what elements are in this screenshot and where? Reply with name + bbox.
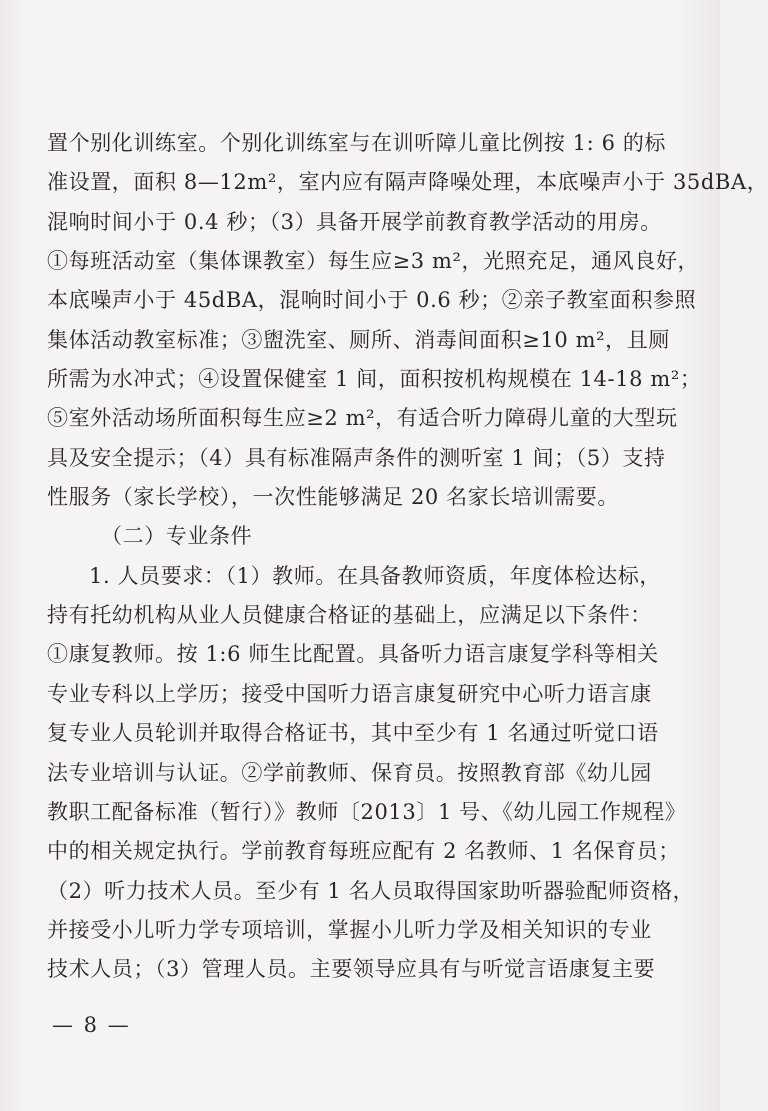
text-line: 准设置，面积 8—12m²，室内应有隔声降噪处理，本底噪声小于 35dBA， xyxy=(47,170,768,195)
text-line: ⑤室外活动场所面积每生应≥2 m²，有适合听力障碍儿童的大型玩 xyxy=(47,406,678,431)
text-line: ①康复教师。按 1:6 师生比配置。具备听力语言康复学科等相关 xyxy=(47,642,659,667)
text-line: 本底噪声小于 45dBA，混响时间小于 0.6 秒；②亲子教室面积参照 xyxy=(47,288,697,313)
text-line: 技术人员；（3）管理人员。主要领导应具有与听觉言语康复主要 xyxy=(47,957,656,982)
text-line: 集体活动教室标准；③盥洗室、厕所、消毒间面积≥10 m²，且厕 xyxy=(47,327,670,352)
text-line: 并接受小儿听力学专项培训，掌握小儿听力学及相关知识的专业 xyxy=(47,917,652,942)
text-line: 具及安全提示；（4）具有标准隔声条件的测听室 1 间；（5）支持 xyxy=(47,445,666,470)
section-heading: （二）专业条件 xyxy=(101,524,253,549)
text-line: 所需为水冲式；④设置保健室 1 间，面积按机构规模在 14-18 m²； xyxy=(47,367,702,392)
text-line: 中的相关规定执行。学前教育每班应配有 2 名教师、1 名保育员； xyxy=(47,839,680,864)
text-line: 专业专科以上学历；接受中国听力语言康复研究中心听力语言康 xyxy=(47,681,652,706)
text-line: 置个别化训练室。个别化训练室与在训听障儿童比例按 1: 6 的标 xyxy=(47,131,667,155)
text-line: 性服务（家长学校），一次性能够满足 20 名家长培训需要。 xyxy=(47,485,619,510)
text-line: 1. 人员要求：（1）教师。在具备教师资质，年度体检达标， xyxy=(89,563,661,588)
text-line: 持有托幼机构从业人员健康合格证的基础上，应满足以下条件： xyxy=(47,603,652,628)
text-line: 混响时间小于 0.4 秒；（3）具备开展学前教育教学活动的用房。 xyxy=(47,209,662,234)
text-line: 教职工配备标准（暂行）》教师〔2013〕1 号、《幼儿园工作规程》 xyxy=(47,799,687,824)
page-number: — 8 — xyxy=(52,1013,131,1037)
text-line: 法专业培训与认证。②学前教师、保育员。按照教育部《幼儿园 xyxy=(47,760,652,785)
text-line: （2）听力技术人员。至少有 1 名人员取得国家助听器验配师资格， xyxy=(47,878,695,903)
text-line: ①每班活动室（集体课教室）每生应≥3 m²，光照充足，通风良好， xyxy=(47,249,700,274)
text-line: 复专业人员轮训并取得合格证书，其中至少有 1 名通过听觉口语 xyxy=(47,721,659,746)
body-text xyxy=(47,124,768,990)
